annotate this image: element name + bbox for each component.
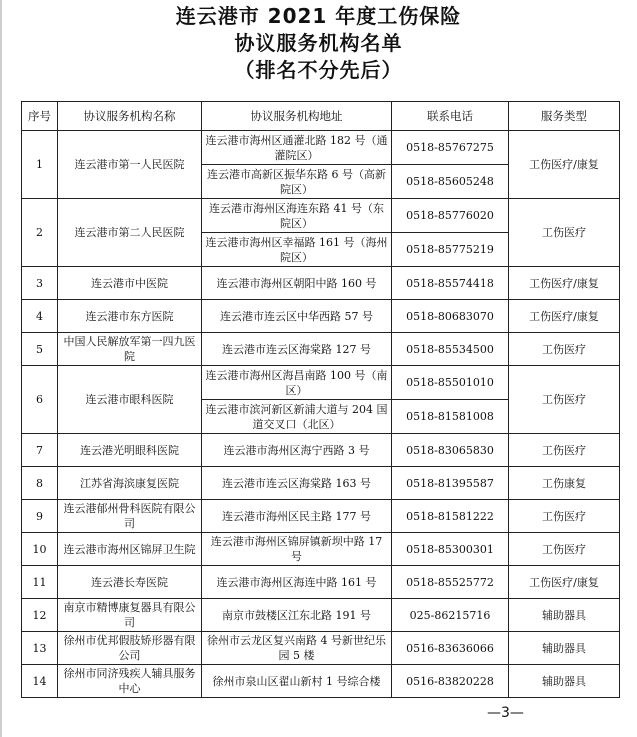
cell-seq: 13 bbox=[22, 632, 58, 665]
cell-address: 连云港市海州区海连东路 41 号（东院区） bbox=[202, 199, 392, 233]
cell-name: 连云港市第一人民医院 bbox=[58, 131, 202, 199]
cell-address: 连云港市连云区海棠路 127 号 bbox=[202, 333, 392, 366]
header-seq: 序号 bbox=[22, 102, 58, 131]
cell-seq: 2 bbox=[22, 199, 58, 267]
cell-phone: 0518-81581222 bbox=[392, 500, 509, 533]
header-phone: 联系电话 bbox=[392, 102, 509, 131]
cell-address: 连云港市海州区海昌南路 100 号（南区） bbox=[202, 366, 392, 400]
cell-phone: 0518-81581008 bbox=[392, 400, 509, 434]
table-row bbox=[22, 533, 620, 566]
cell-name: 江苏省海滨康复医院 bbox=[58, 467, 202, 500]
table-body bbox=[22, 131, 620, 698]
cell-service-type: 辅助器具 bbox=[509, 599, 620, 632]
cell-name: 连云港市中医院 bbox=[58, 267, 202, 300]
cell-service-type: 工伤医疗 bbox=[509, 333, 620, 366]
cell-service-type: 工伤医疗 bbox=[509, 500, 620, 533]
cell-name: 连云港市眼科医院 bbox=[58, 366, 202, 434]
cell-name: 连云港市第二人民医院 bbox=[58, 199, 202, 267]
cell-phone: 0518-85605248 bbox=[392, 165, 509, 199]
cell-phone: 0518-81395587 bbox=[392, 467, 509, 500]
table-row bbox=[22, 366, 620, 400]
cell-service-type: 工伤康复 bbox=[509, 467, 620, 500]
cell-service-type: 工伤医疗 bbox=[509, 434, 620, 467]
cell-phone: 0518-80683070 bbox=[392, 300, 509, 333]
cell-seq: 8 bbox=[22, 467, 58, 500]
cell-phone: 0518-85534500 bbox=[392, 333, 509, 366]
institution-table bbox=[21, 101, 620, 698]
cell-address: 南京市鼓楼区江东北路 191 号 bbox=[202, 599, 392, 632]
table-row bbox=[22, 199, 620, 233]
page-number: —3— bbox=[487, 705, 524, 721]
cell-seq: 6 bbox=[22, 366, 58, 434]
cell-name: 连云港市东方医院 bbox=[58, 300, 202, 333]
cell-address: 连云港市海州区海宁西路 3 号 bbox=[202, 434, 392, 467]
cell-name: 连云港光明眼科医院 bbox=[58, 434, 202, 467]
table-header-row bbox=[22, 102, 620, 131]
cell-name: 徐州市同济残疾人辅具服务中心 bbox=[58, 665, 202, 698]
table-row bbox=[22, 267, 620, 300]
cell-service-type: 工伤医疗/康复 bbox=[509, 131, 620, 199]
cell-address: 连云港市滨河新区新浦大道与 204 国道交叉口（北区） bbox=[202, 400, 392, 434]
cell-address: 徐州市泉山区翟山新村 1 号综合楼 bbox=[202, 665, 392, 698]
cell-seq: 4 bbox=[22, 300, 58, 333]
cell-phone: 0518-85525772 bbox=[392, 566, 509, 599]
header-name: 协议服务机构名称 bbox=[58, 102, 202, 131]
table-row bbox=[22, 434, 620, 467]
cell-phone: 0518-85501010 bbox=[392, 366, 509, 400]
cell-seq: 11 bbox=[22, 566, 58, 599]
cell-seq: 3 bbox=[22, 267, 58, 300]
cell-address: 连云港市高新区振华东路 6 号（高新院区） bbox=[202, 165, 392, 199]
cell-name: 徐州市优邦假肢矫形器有限公司 bbox=[58, 632, 202, 665]
cell-seq: 5 bbox=[22, 333, 58, 366]
table-row bbox=[22, 300, 620, 333]
cell-phone: 0518-85574418 bbox=[392, 267, 509, 300]
cell-service-type: 辅助器具 bbox=[509, 632, 620, 665]
cell-phone: 0516-83820228 bbox=[392, 665, 509, 698]
table-row bbox=[22, 333, 620, 366]
title-line-1: 连云港市 2021 年度工伤保险 bbox=[175, 4, 462, 28]
cell-service-type: 工伤医疗 bbox=[509, 199, 620, 267]
cell-name: 连云港长寿医院 bbox=[58, 566, 202, 599]
cell-name: 南京市精博康复器具有限公司 bbox=[58, 599, 202, 632]
table-row bbox=[22, 467, 620, 500]
cell-phone: 0518-85775219 bbox=[392, 233, 509, 267]
cell-name: 连云港市海州区锦屏卫生院 bbox=[58, 533, 202, 566]
scan-edge bbox=[0, 0, 2, 737]
header-type: 服务类型 bbox=[509, 102, 620, 131]
table-row bbox=[22, 665, 620, 698]
cell-service-type: 工伤医疗/康复 bbox=[509, 566, 620, 599]
title-line-3: （排名不分先后） bbox=[234, 58, 403, 82]
title-line-2: 协议服务机构名单 bbox=[234, 31, 403, 55]
cell-phone: 0518-85767275 bbox=[392, 131, 509, 165]
table-row bbox=[22, 566, 620, 599]
cell-service-type: 工伤医疗/康复 bbox=[509, 300, 620, 333]
cell-seq: 14 bbox=[22, 665, 58, 698]
cell-seq: 7 bbox=[22, 434, 58, 467]
cell-address: 连云港市海州区锦屏镇新坝中路 17 号 bbox=[202, 533, 392, 566]
cell-address: 连云港市连云区中华西路 57 号 bbox=[202, 300, 392, 333]
cell-address: 连云港市连云区海棠路 163 号 bbox=[202, 467, 392, 500]
cell-phone: 0518-85300301 bbox=[392, 533, 509, 566]
cell-seq: 10 bbox=[22, 533, 58, 566]
table-row bbox=[22, 500, 620, 533]
cell-phone: 0516-83636066 bbox=[392, 632, 509, 665]
cell-service-type: 工伤医疗 bbox=[509, 366, 620, 434]
cell-address: 连云港市海州区民主路 177 号 bbox=[202, 500, 392, 533]
header-address: 协议服务机构地址 bbox=[202, 102, 392, 131]
table-row bbox=[22, 599, 620, 632]
cell-name: 连云港郁州骨科医院有限公司 bbox=[58, 500, 202, 533]
table-row bbox=[22, 632, 620, 665]
cell-service-type: 工伤医疗 bbox=[509, 533, 620, 566]
cell-address: 连云港市海州区幸福路 161 号（海州院区） bbox=[202, 233, 392, 267]
cell-service-type: 工伤医疗/康复 bbox=[509, 267, 620, 300]
cell-phone: 025-86215716 bbox=[392, 599, 509, 632]
cell-name: 中国人民解放军第一四九医院 bbox=[58, 333, 202, 366]
cell-seq: 12 bbox=[22, 599, 58, 632]
cell-address: 徐州市云龙区复兴南路 4 号新世纪乐园 5 楼 bbox=[202, 632, 392, 665]
cell-phone: 0518-83065830 bbox=[392, 434, 509, 467]
cell-address: 连云港市海州区海连中路 161 号 bbox=[202, 566, 392, 599]
cell-service-type: 辅助器具 bbox=[509, 665, 620, 698]
cell-phone: 0518-85776020 bbox=[392, 199, 509, 233]
cell-address: 连云港市海州区通灌北路 182 号（通灌院区） bbox=[202, 131, 392, 165]
cell-seq: 9 bbox=[22, 500, 58, 533]
cell-seq: 1 bbox=[22, 131, 58, 199]
table-row bbox=[22, 131, 620, 165]
cell-address: 连云港市海州区朝阳中路 160 号 bbox=[202, 267, 392, 300]
